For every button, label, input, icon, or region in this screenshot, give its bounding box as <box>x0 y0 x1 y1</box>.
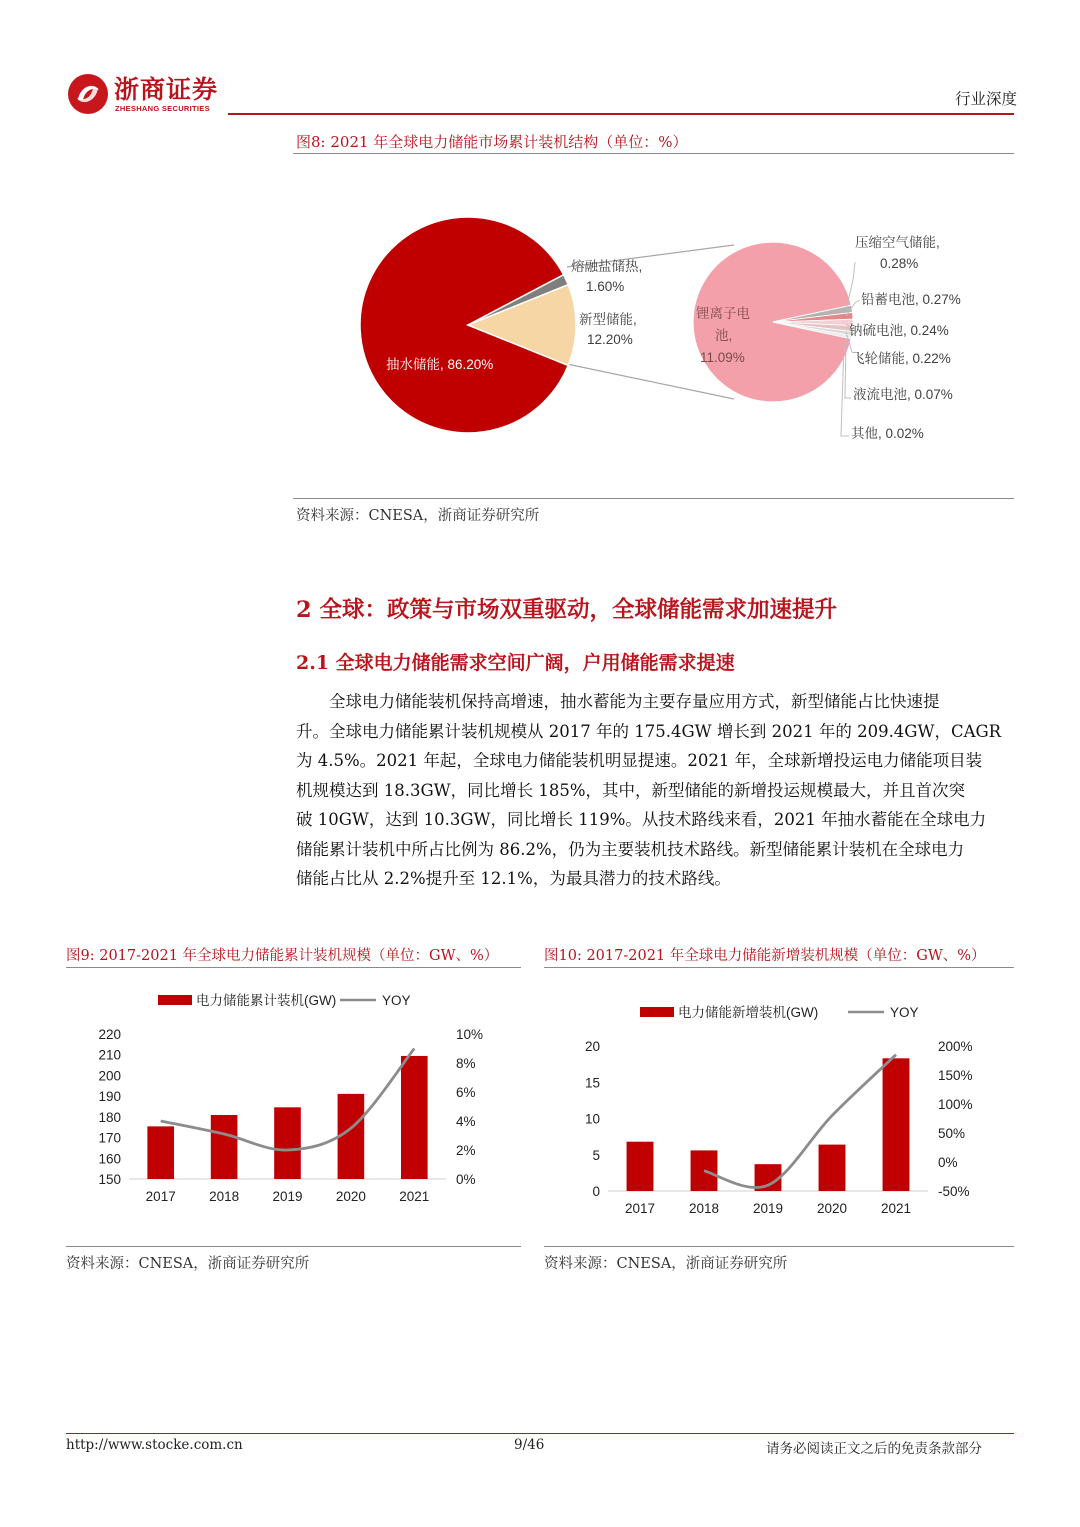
figure10-chart <box>544 975 1014 1240</box>
page-number: 9/46 <box>514 1437 545 1453</box>
figure8-title-rule <box>293 153 1014 154</box>
right-axis-tick: 4% <box>456 1114 476 1129</box>
x-tick-2021: 2021 <box>399 1189 430 1204</box>
figure10-source: 资料来源：CNESA，浙商证券研究所 <box>544 1256 788 1272</box>
right-axis-tick: 200% <box>938 1039 973 1054</box>
x-tick-2018: 2018 <box>688 1201 720 1216</box>
left-axis-tick: 210 <box>98 1047 121 1063</box>
company-logo <box>66 72 110 116</box>
x-tick-2019: 2019 <box>272 1189 303 1204</box>
bar-2020 <box>819 1145 846 1191</box>
right-axis-tick: 6% <box>456 1085 476 1100</box>
figure8-source: 资料来源：CNESA，浙商证券研究所 <box>296 508 540 524</box>
company-name-cn: 浙商证券 <box>114 76 219 104</box>
figure9-source: 资料来源：CNESA，浙商证券研究所 <box>66 1256 310 1272</box>
figure8-bottom-rule <box>293 498 1014 499</box>
label-flow: 液流电池, 0.07% <box>853 387 953 402</box>
right-axis-tick: 0% <box>938 1155 958 1170</box>
right-axis-tick: 2% <box>456 1143 476 1158</box>
left-axis-tick: 150 <box>98 1172 121 1187</box>
figure10-title-rule <box>544 967 1014 968</box>
label-nas: 钠硫电池, 0.24% <box>849 323 949 338</box>
x-tick-2018: 2018 <box>209 1189 240 1204</box>
right-axis-tick: 50% <box>938 1126 966 1141</box>
paragraph-line: 储能累计装机中所占比例为 86.2%，仍为主要装机技术路线。新型储能累计装机在全球电力 <box>296 839 965 859</box>
left-axis-tick: 160 <box>98 1151 121 1167</box>
left-axis-tick: 5 <box>592 1147 600 1163</box>
left-axis-tick: 20 <box>584 1039 600 1054</box>
x-tick-2021: 2021 <box>880 1201 912 1216</box>
footer-url[interactable]: http://www.stocke.com.cn <box>66 1437 243 1453</box>
right-axis-tick: 10% <box>456 1027 484 1042</box>
footer-disclaimer: 请务必阅读正文之后的免责条款部分 <box>766 1441 982 1457</box>
label-caes: 压缩空气储能, 0.28% <box>855 235 940 271</box>
label-molten: 熔融盐储热, 1.60% <box>571 259 643 294</box>
figure9-chart <box>66 975 521 1240</box>
right-axis-tick: 100% <box>938 1097 973 1112</box>
left-axis-tick: 220 <box>98 1027 121 1042</box>
bar-2021 <box>883 1058 910 1191</box>
bar-2017 <box>147 1126 174 1179</box>
label-pumped: 抽水储能, 86.20% <box>386 357 494 372</box>
right-axis-tick: 150% <box>938 1068 973 1083</box>
paragraph-line: 升。全球电力储能累计装机规模从 2017 年的 175.4GW 增长到 2021 年的 209.4GW，CAGR <box>296 721 1002 741</box>
right-axis-tick: 0% <box>456 1172 476 1187</box>
subsection-heading: 2.1 全球电力储能需求空间广阔，户用储能需求提速 <box>296 652 735 674</box>
figure8-title: 图8: 2021 年全球电力储能市场累计装机结构（单位：%） <box>296 133 688 151</box>
left-axis-tick: 170 <box>98 1130 121 1146</box>
header <box>0 0 1080 120</box>
x-tick-2017: 2017 <box>145 1189 176 1204</box>
figure10-title: 图10: 2017-2021 年全球电力储能新增装机规模（单位：GW、%） <box>544 948 986 964</box>
label-li-ion: 锂离子电池, 11.09% <box>696 306 750 365</box>
right-axis-tick: 8% <box>456 1056 476 1071</box>
paragraph-line: 储能占比从 2.2%提升至 12.1%，为最具潜力的技术路线。 <box>296 869 731 888</box>
paragraph-line: 破 10GW，达到 10.3GW，同比增长 119%。从技术路线来看，2021 年抽水蓄能在全球电力 <box>296 810 987 829</box>
bar-2018 <box>211 1115 238 1179</box>
legend-bar-label: 电力储能累计装机(GW) <box>196 993 337 1008</box>
legend-bar-swatch <box>640 1007 674 1017</box>
x-tick-2020: 2020 <box>335 1189 366 1204</box>
figure10-bottom-rule <box>544 1246 1014 1247</box>
main-pie <box>360 217 576 433</box>
figure9-title-rule <box>66 967 521 968</box>
figure9-bottom-rule <box>66 1246 521 1247</box>
x-tick-2019: 2019 <box>752 1201 784 1216</box>
section-label: 行业深度 <box>955 90 1018 108</box>
footer-rule <box>66 1433 1014 1434</box>
right-axis-tick: -50% <box>938 1184 970 1199</box>
breakdown-pie <box>693 242 853 402</box>
figure9-title: 图9: 2017-2021 年全球电力储能累计装机规模（单位：GW、%） <box>66 948 499 964</box>
section-heading: 2 全球：政策与市场双重驱动，全球储能需求加速提升 <box>296 597 837 623</box>
yoy-line <box>704 1055 896 1188</box>
figure8-chart <box>293 160 1014 490</box>
legend-line-label: YOY <box>382 993 411 1008</box>
paragraph-line: 机规模达到 18.3GW，同比增长 185%，其中，新型储能的新增投运规模最大，并且首次突 <box>296 780 966 800</box>
paragraph-line: 为 4.5%。2021 年起，全球电力储能装机明显提速。2021 年，全球新增投运电力储能项目装 <box>296 751 983 770</box>
bar-2021 <box>401 1056 428 1179</box>
left-axis-tick: 10 <box>584 1111 600 1127</box>
legend-bar-label: 电力储能新增装机(GW) <box>678 1005 819 1020</box>
label-fly: 飞轮储能, 0.22% <box>851 351 951 366</box>
left-axis-tick: 190 <box>98 1089 121 1105</box>
label-other: 其他, 0.02% <box>851 426 924 441</box>
company-name-en: ZHESHANG SECURITIES <box>115 104 210 113</box>
left-axis-tick: 180 <box>98 1109 121 1125</box>
bar-2018 <box>691 1150 718 1191</box>
label-lead: 铅蓄电池, 0.27% <box>861 292 961 307</box>
logo-icon <box>66 72 110 116</box>
bar-2019 <box>274 1107 301 1179</box>
body-paragraph <box>296 687 1014 894</box>
legend-line-label: YOY <box>890 1005 919 1020</box>
left-axis-tick: 15 <box>584 1075 600 1091</box>
x-tick-2020: 2020 <box>816 1201 848 1216</box>
label-new-storage: 新型储能, 12.20% <box>579 312 637 347</box>
x-tick-2017: 2017 <box>624 1201 656 1216</box>
left-axis-tick: 0 <box>592 1184 600 1199</box>
header-rule <box>228 113 1014 115</box>
paragraph-line: 全球电力储能装机保持高增速，抽水蓄能为主要存量应用方式，新型储能占比快速提 <box>329 692 940 711</box>
left-axis-tick: 200 <box>98 1068 121 1084</box>
bar-2017 <box>627 1142 654 1191</box>
legend-bar-swatch <box>158 995 192 1005</box>
